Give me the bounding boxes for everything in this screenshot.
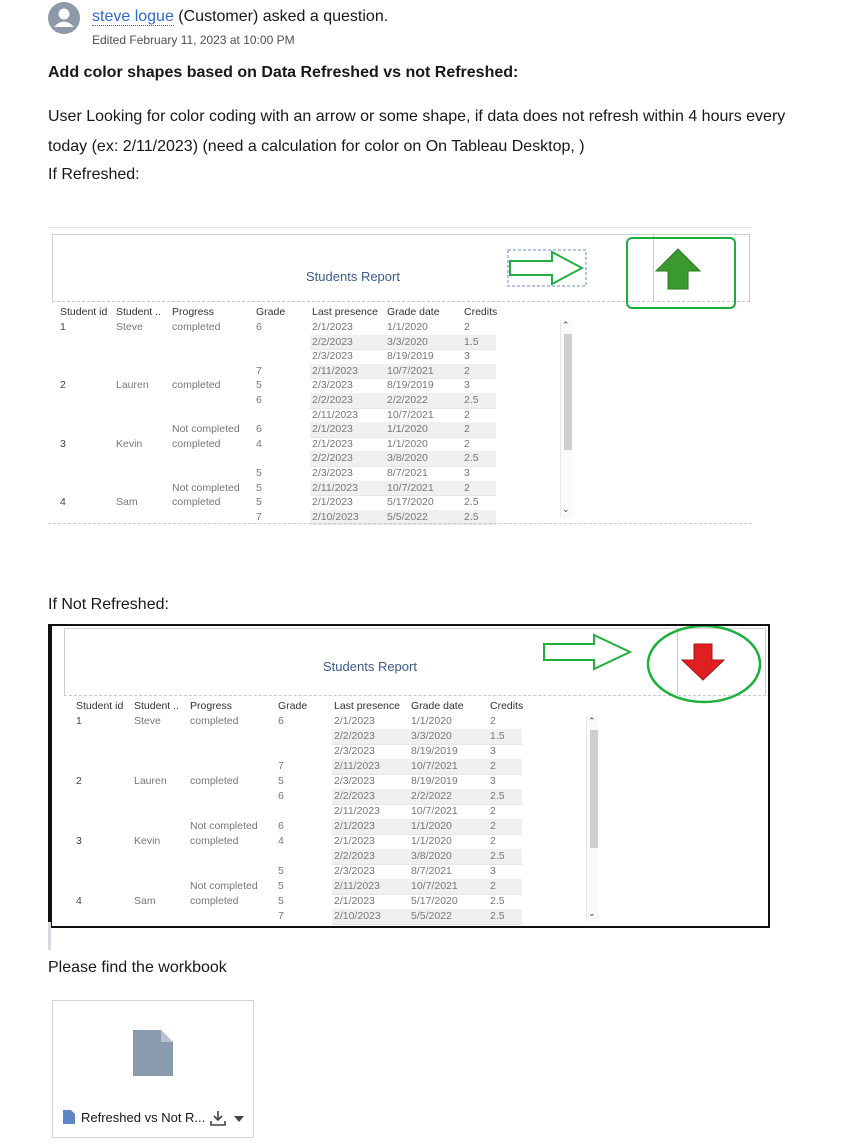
table-cell: Kevin [134, 835, 161, 847]
table-cell: 1 [60, 321, 66, 333]
body-line-1: User Looking for color coding with an arrow or some shape, if data does not refresh within 4 hours every [48, 108, 786, 125]
table-cell: 1/1/2020 [411, 715, 452, 727]
table-cell: 2 [490, 820, 496, 832]
table-cell: 1/1/2020 [387, 423, 428, 436]
column-header[interactable]: Credits [490, 700, 524, 712]
table-cell: 8/19/2019 [387, 350, 434, 363]
table-cell: 2 [464, 437, 470, 450]
table-cell: 6 [278, 820, 284, 832]
table-cell: completed [172, 437, 221, 450]
table-cell: 3 [490, 745, 496, 757]
table-cell: 4 [76, 895, 82, 907]
column-header[interactable]: Grade [278, 700, 308, 712]
table-cell: 5 [256, 481, 262, 494]
column-header[interactable]: Progress [190, 700, 233, 712]
table-cell: 5/17/2020 [411, 895, 458, 907]
table-cell: 1/1/2020 [411, 835, 452, 847]
table-cell: 2/2/2023 [334, 850, 375, 862]
table-cell: 8/7/2021 [387, 467, 428, 479]
if-refreshed-label: If Refreshed: [48, 166, 140, 183]
table-cell: Sam [134, 895, 156, 907]
table-cell: 2/2/2023 [334, 730, 375, 742]
scroll-thumb[interactable] [590, 730, 598, 848]
table-cell: completed [172, 496, 221, 509]
table-cell: 4 [278, 835, 284, 847]
table-cell: 2.5 [490, 895, 505, 907]
table-cell: 4 [60, 496, 66, 509]
table-cell: 7 [278, 760, 284, 772]
table-cell: completed [190, 715, 239, 727]
table-cell: 2/3/2023 [334, 865, 375, 877]
table-cell: 2/3/2023 [312, 379, 353, 392]
table-cell: 2/2/2022 [411, 790, 452, 802]
table-cell: 5 [256, 496, 262, 509]
report-title: Students Report [323, 659, 417, 674]
table-cell: 2 [490, 880, 496, 892]
table-cell: 2.5 [490, 850, 505, 862]
table-cell: 1 [76, 715, 82, 727]
table-cell: 3 [464, 467, 470, 479]
column-header[interactable]: Grade date [411, 700, 464, 712]
red-down-arrow-icon [646, 624, 768, 708]
table-cell: 3 [464, 379, 470, 392]
table-cell: 2 [464, 481, 470, 494]
table-cell: 6 [256, 321, 262, 333]
if-not-refreshed-label: If Not Refreshed: [48, 596, 169, 613]
table-cell: 3 [60, 437, 66, 450]
not-refreshed-screenshot [48, 624, 770, 928]
table-cell: 10/7/2021 [411, 880, 458, 892]
refreshed-screenshot [48, 227, 752, 528]
table-cell: 5 [278, 865, 284, 877]
edited-timestamp: Edited February 11, 2023 at 10:00 PM [92, 33, 295, 47]
file-icon [131, 1028, 175, 1078]
table-cell: 3/3/2020 [411, 730, 452, 742]
table-cell: completed [190, 775, 239, 787]
table-cell: 8/19/2019 [411, 745, 458, 757]
table-cell: completed [172, 321, 221, 333]
table-cell: 5 [278, 895, 284, 907]
table-cell: 2 [490, 760, 496, 772]
table-cell: 1/1/2020 [411, 820, 452, 832]
author-link[interactable]: steve logue [92, 8, 174, 25]
table-cell: 10/7/2021 [387, 481, 434, 494]
table-cell: 3/8/2020 [411, 850, 452, 862]
download-icon[interactable] [209, 1109, 227, 1127]
table-cell: 2 [60, 379, 66, 392]
question-title: Add color shapes based on Data Refreshed vs not Refreshed: [48, 64, 519, 81]
table-cell: 5/5/2022 [387, 510, 428, 523]
column-header[interactable]: Last presence [312, 306, 378, 318]
table-cell: 3/8/2020 [387, 452, 428, 465]
table-cell: 10/7/2021 [411, 805, 458, 817]
table-cell: 2 [464, 408, 470, 421]
table-cell: 5 [278, 775, 284, 787]
table-cell: 2.5 [490, 910, 505, 922]
table-cell: 5 [278, 880, 284, 892]
scroll-down-icon[interactable]: ⌄ [562, 504, 570, 514]
table-cell: 2/11/2023 [334, 880, 380, 892]
column-header[interactable]: Student .. [116, 306, 161, 318]
scroll-thumb[interactable] [564, 334, 572, 450]
table-cell: 6 [256, 394, 262, 406]
table-cell: Lauren [116, 379, 149, 392]
table-cell: Sam [116, 496, 138, 509]
table-cell: 2/11/2023 [334, 805, 380, 817]
table-cell: 2/2/2023 [334, 790, 375, 802]
table-cell: 2/11/2023 [312, 481, 358, 494]
table-cell: 2 [76, 775, 82, 787]
column-header[interactable]: Credits [464, 306, 498, 318]
table-cell: 2/10/2023 [312, 510, 359, 523]
table-cell: 2 [464, 423, 470, 436]
table-cell: 2/1/2023 [312, 321, 353, 333]
table-cell: 2/1/2023 [334, 820, 375, 832]
table-cell: 2.5 [464, 394, 479, 406]
table-cell: 1/1/2020 [387, 321, 428, 333]
scroll-down-icon[interactable]: ⌄ [588, 908, 596, 918]
table-cell: 10/7/2021 [387, 364, 434, 377]
table-cell: 3 [490, 775, 496, 787]
table-cell: 2/1/2023 [312, 423, 353, 436]
table-cell: 2/3/2023 [334, 745, 375, 757]
students-table [74, 700, 634, 924]
table-cell: Steve [134, 715, 161, 727]
table-cell: 2 [464, 364, 470, 377]
user-avatar-icon [48, 2, 80, 34]
chevron-down-icon[interactable] [233, 1114, 245, 1124]
author-role: (Customer) asked a question. [173, 8, 389, 25]
table-cell: 5/5/2022 [411, 910, 452, 922]
column-header[interactable]: Student id [60, 306, 108, 318]
table-cell: 10/7/2021 [387, 408, 434, 421]
small-file-icon [62, 1109, 76, 1125]
table-cell: 8/19/2019 [411, 775, 458, 787]
table-cell: 2/1/2023 [334, 715, 375, 727]
table-cell: 4 [256, 437, 262, 450]
table-cell: 3 [490, 865, 496, 877]
table-cell: 6 [256, 423, 262, 436]
table-cell: 2/11/2023 [312, 364, 358, 377]
table-cell: Kevin [116, 437, 143, 450]
report-title: Students Report [306, 269, 400, 284]
author-line [92, 8, 388, 26]
table-cell: 2 [490, 715, 496, 727]
table-cell: 2 [490, 835, 496, 847]
body-line-2: today (ex: 2/11/2023) (need a calculation for color on On Tableau Desktop, ) [48, 138, 585, 155]
table-cell: 2/3/2023 [312, 350, 353, 363]
column-header[interactable]: Student .. [134, 700, 179, 712]
table-cell: 1.5 [464, 335, 479, 348]
table-cell: 2/1/2023 [312, 496, 353, 509]
green-up-arrow-icon [628, 239, 734, 307]
table-cell: Not completed [172, 481, 240, 494]
table-cell: 2/1/2023 [334, 835, 375, 847]
table-scrollbar[interactable] [560, 320, 573, 518]
table-cell: Not completed [190, 880, 258, 892]
table-scrollbar[interactable] [586, 716, 599, 922]
table-cell: 2/1/2023 [312, 437, 353, 450]
column-header[interactable]: Progress [172, 306, 215, 318]
table-cell: 2.5 [464, 496, 479, 509]
table-cell: completed [190, 895, 239, 907]
table-cell: Steve [116, 321, 143, 333]
table-cell: 1/1/2020 [387, 437, 428, 450]
table-cell: 2/2/2023 [312, 394, 353, 406]
table-cell: 5/17/2020 [387, 496, 434, 509]
table-cell: 2.5 [490, 790, 505, 802]
table-cell: 7 [256, 364, 262, 377]
table-cell: 3 [76, 835, 82, 847]
column-header[interactable]: Student id [76, 700, 124, 712]
table-cell: 5 [256, 467, 262, 479]
table-cell: 8/7/2021 [411, 865, 452, 877]
author-avatar[interactable] [48, 2, 80, 34]
refresh-indicator-highlight [626, 237, 736, 309]
table-cell: 2/1/2023 [334, 895, 375, 907]
table-cell: 1.5 [490, 730, 505, 742]
table-cell: 2 [464, 321, 470, 333]
table-cell: 8/19/2019 [387, 379, 434, 392]
table-cell: 2/11/2023 [312, 408, 358, 421]
attachment-card[interactable] [52, 1000, 254, 1138]
table-cell: 2/10/2023 [334, 910, 381, 922]
table-cell: 2/2/2022 [387, 394, 428, 406]
table-cell: Lauren [134, 775, 167, 787]
quote-bar [48, 922, 51, 950]
table-cell: 3/3/2020 [387, 335, 428, 348]
table-cell: 3 [464, 350, 470, 363]
column-header[interactable]: Grade [256, 306, 286, 318]
column-header[interactable]: Grade date [387, 306, 440, 318]
table-cell: 6 [278, 790, 284, 802]
scroll-up-icon[interactable]: ⌃ [562, 320, 570, 330]
outline-right-arrow-icon[interactable] [506, 248, 590, 290]
table-cell: 5 [256, 379, 262, 392]
table-cell: 2 [490, 805, 496, 817]
table-cell: 2/3/2023 [312, 467, 353, 479]
table-cell: 2/11/2023 [334, 760, 380, 772]
table-cell: 2.5 [464, 510, 479, 523]
table-cell: 7 [256, 510, 262, 523]
question-body [48, 102, 848, 162]
table-cell: 2/2/2023 [312, 335, 353, 348]
table-cell: 2/3/2023 [334, 775, 375, 787]
column-header[interactable]: Last presence [334, 700, 400, 712]
outline-right-arrow-icon[interactable] [542, 632, 634, 672]
table-cell: completed [172, 379, 221, 392]
table-cell: 10/7/2021 [411, 760, 458, 772]
table-cell: 6 [278, 715, 284, 727]
table-cell: Not completed [172, 423, 240, 436]
table-cell: 7 [278, 910, 284, 922]
students-table [58, 306, 618, 523]
table-cell: Not completed [190, 820, 258, 832]
table-cell: completed [190, 835, 239, 847]
scroll-up-icon[interactable]: ⌃ [588, 716, 596, 726]
find-workbook-label: Please find the workbook [48, 959, 227, 976]
table-cell: 2.5 [464, 452, 479, 465]
attachment-filename[interactable]: Refreshed vs Not R... [81, 1110, 206, 1125]
table-cell: 2/2/2023 [312, 452, 353, 465]
